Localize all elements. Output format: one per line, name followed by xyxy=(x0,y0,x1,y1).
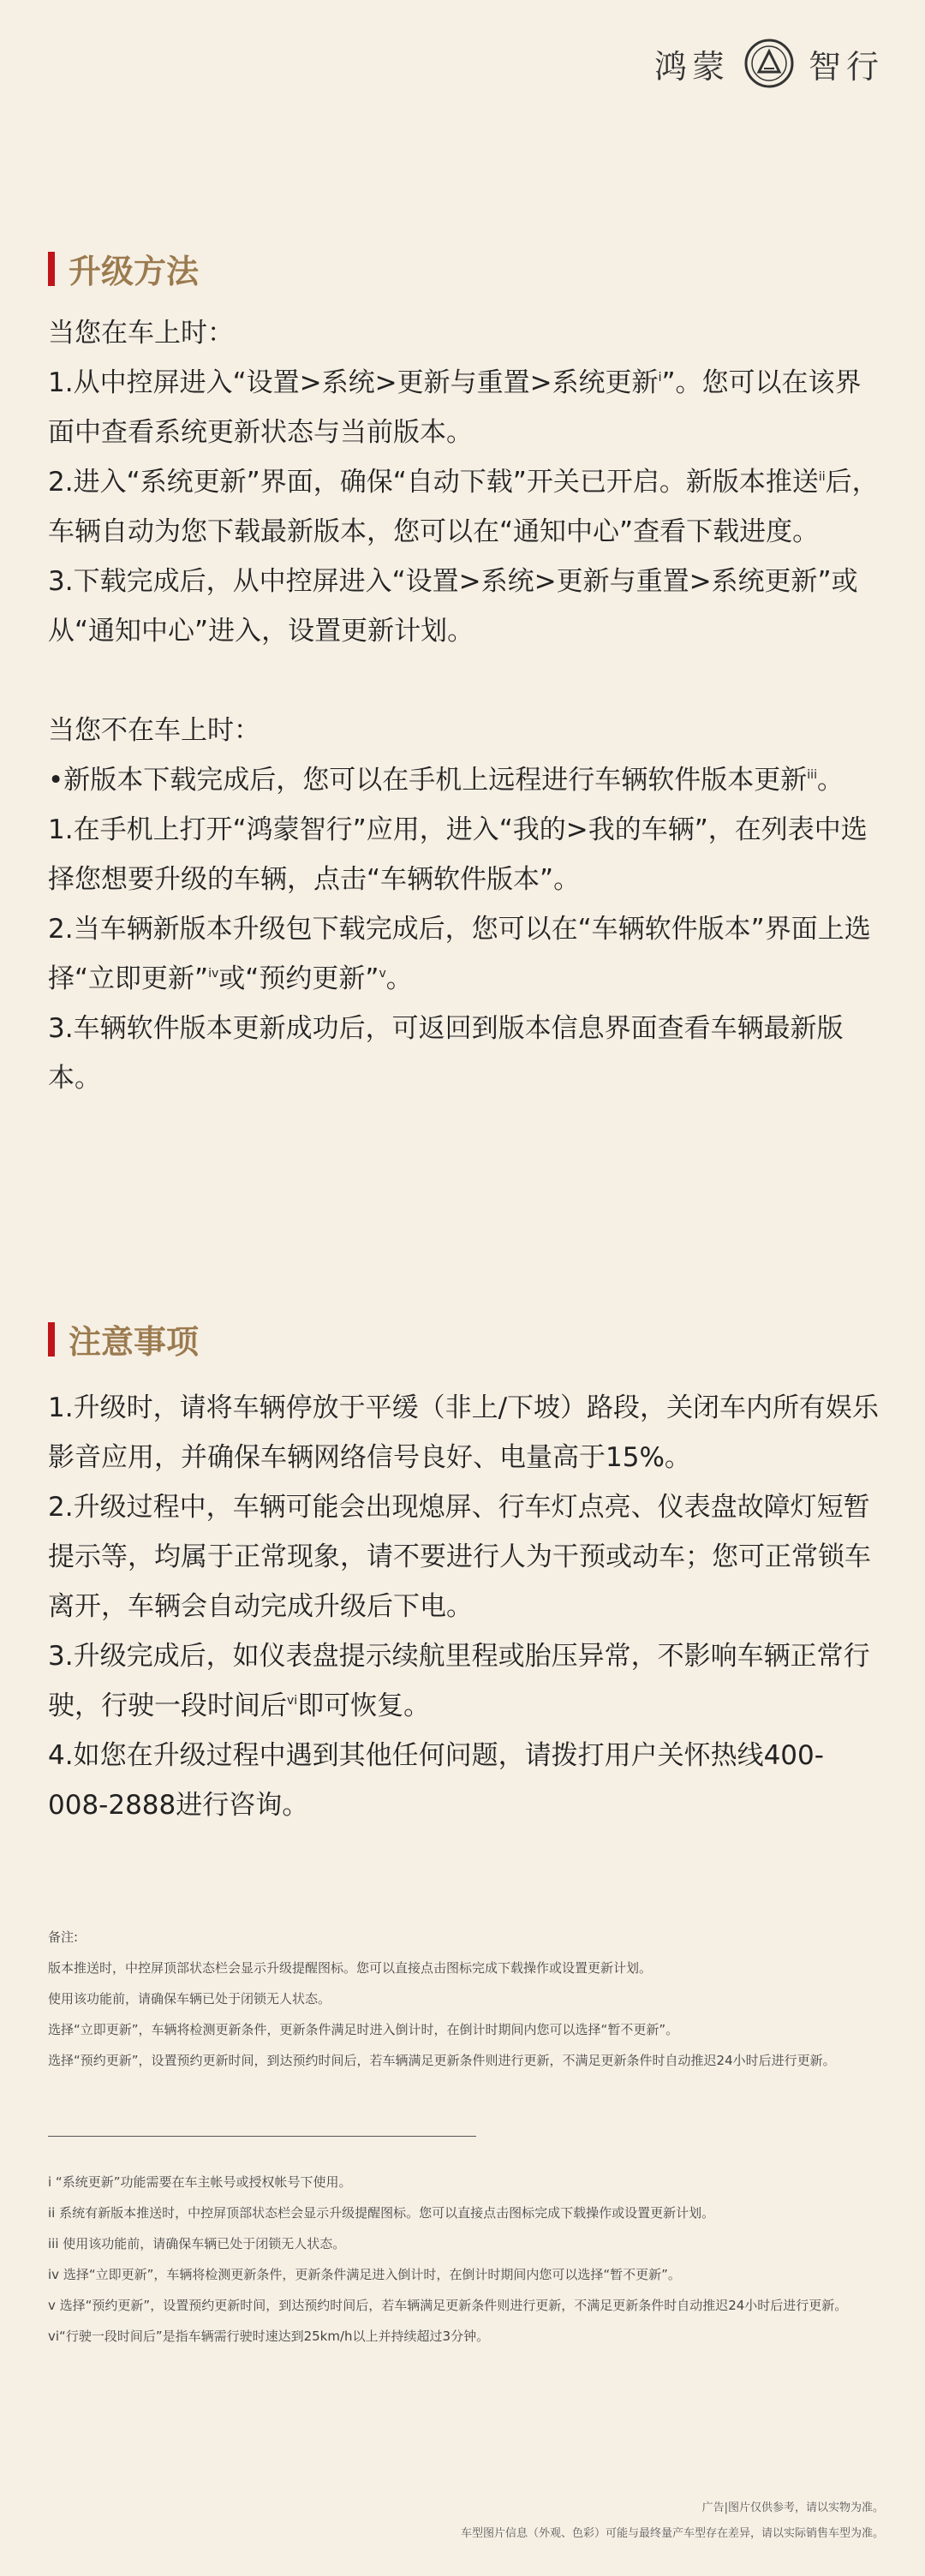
footnote-ref: iii xyxy=(807,768,817,782)
footnote-ref: iv xyxy=(208,967,219,981)
step-tail: ”。您可以在该界面中查看系统更新状态与当前版本。 xyxy=(48,367,862,448)
footnotes-block xyxy=(48,2167,884,2352)
bullet-text: •新版本下载完成后，您可以在手机上远程进行车辆软件版本更新 xyxy=(48,765,808,796)
footnote-iv: iv 选择“立即更新”，车辆将检测更新条件，更新条件满足进入倒计时，在倒计时期间内您可以选择“暂不更新”。 xyxy=(48,2267,681,2282)
step-text: 2.当车辆新版本升级包下载完成后，您可以在“车辆软件版本”界面上选择“立即更新” xyxy=(48,914,871,994)
bullet-tail: 。 xyxy=(816,765,844,796)
footnote-ref: v xyxy=(379,967,386,981)
brand-name-left: 鸿蒙 xyxy=(653,47,730,86)
remarks-heading: 备注: xyxy=(48,1929,79,1945)
remark-line: 选择“预约更新”，设置预约更新时间，到达预约时间后，若车辆满足更新条件则进行更新，不满足更新条件时自动推迟24小时后进行更新。 xyxy=(48,2053,836,2068)
footnote-iii: iii 使用该功能前，请确保车辆已处于闭锁无人状态。 xyxy=(48,2236,346,2251)
step-text: 1.从中控屏进入“设置>系统>更新与重置>系统更新 xyxy=(48,367,659,398)
upgrade-method-body xyxy=(48,308,884,1103)
upgrade-title-text: 升级方法 xyxy=(69,253,200,290)
remote-step-1: 1.在手机上打开“鸿蒙智行”应用，进入“我的>我的车辆”，在列表中选择您想要升级的车辆，点击“车辆软件版本”。 xyxy=(48,814,868,895)
footnote-v: v 选择“预约更新”，设置预约更新时间，到达预约时间后，若车辆满足更新条件则进行更新，不满足更新条件时自动推迟24小时后进行更新。 xyxy=(48,2298,848,2313)
in-car-step-3: 3.下载完成后，从中控屏进入“设置>系统>更新与重置>系统更新”或从“通知中心”进入，设置更新计划。 xyxy=(48,566,858,647)
notice-body xyxy=(48,1383,884,1830)
disclaimer-line-1: 广告|图片仅供参考，请以实物为准。 xyxy=(701,2501,884,2514)
title-accent-bar xyxy=(48,1322,55,1357)
disclaimer-line-2: 车型图片信息（外观、色彩）可能与最终量产车型存在差异，请以实际销售车型为准。 xyxy=(460,2527,884,2540)
notice-title-text: 注意事项 xyxy=(69,1323,200,1361)
notice-item-2: 2.升级过程中，车辆可能会出现熄屏、行车灯点亮、仪表盘故障灯短暂提示等，均属于正常现象，请不要进行人为干预或动车；您可正常锁车离开，车辆会自动完成升级后下电。 xyxy=(48,1492,871,1622)
remote-bullet xyxy=(48,755,884,805)
in-car-heading: 当您在车上时： xyxy=(48,318,234,349)
remote-heading: 当您不在车上时： xyxy=(48,715,260,746)
notice-item-4: 4.如您在升级过程中遇到其他任何问题，请拨打用户关怀热线400-008-2888进行咨询。 xyxy=(48,1740,824,1821)
remote-step-3: 3.车辆软件版本更新成功后，可返回到版本信息界面查看车辆最新版本。 xyxy=(48,1013,844,1094)
item-tail: 即可恢复。 xyxy=(297,1690,431,1721)
footer-disclaimer xyxy=(461,2496,884,2547)
title-accent-bar xyxy=(48,252,55,286)
in-car-step-1 xyxy=(48,358,884,457)
notice-section-title xyxy=(48,1315,199,1363)
remark-line: 版本推送时，中控屏顶部状态栏会显示升级提醒图标。您可以直接点击图标完成下载操作或设置更新计划。 xyxy=(48,1960,653,1976)
step-text: 2.进入“系统更新”界面，确保“自动下载”开关已开启。新版本推送 xyxy=(48,467,819,498)
footnote-divider xyxy=(48,2136,476,2137)
remark-line: 使用该功能前，请确保车辆已处于闭锁无人状态。 xyxy=(48,1991,331,2007)
footnote-ref: ii xyxy=(818,470,826,484)
remark-line: 选择“立即更新”，车辆将检测更新条件，更新条件满足时进入倒计时，在倒计时期间内您可以选择“暂不更新”。 xyxy=(48,2022,679,2037)
hima-badge-icon xyxy=(743,38,795,89)
step-tail: 。 xyxy=(385,963,413,994)
in-car-step-2 xyxy=(48,457,884,557)
remote-step-2 xyxy=(48,904,884,1004)
step-tail: 后，车辆自动为您下载最新版本，您可以在“通知中心”查看下载进度。 xyxy=(48,467,879,547)
remarks-block xyxy=(48,1922,884,2076)
footnote-ref: vi xyxy=(287,1694,298,1708)
upgrade-section-title xyxy=(48,245,199,292)
notice-item-3 xyxy=(48,1631,884,1731)
item-text: 3.升级完成后，如仪表盘提示续航里程或胎压异常，不影响车辆正常行驶，行驶一段时间后 xyxy=(48,1641,870,1721)
footnote-ii: ii 系统有新版本推送时，中控屏顶部状态栏会显示升级提醒图标。您可以直接点击图标完成下载操作或设置更新计划。 xyxy=(48,2205,715,2221)
footnote-ref: i xyxy=(658,371,662,385)
notice-item-1: 1.升级时，请将车辆停放于平缓（非上/下坡）路段，关闭车内所有娱乐影音应用，并确保车辆网络信号良好、电量高于15%。 xyxy=(48,1392,880,1473)
footnote-i: i “系统更新”功能需要在车主帐号或授权帐号下使用。 xyxy=(48,2174,352,2190)
brand-header xyxy=(654,38,884,89)
step-text: 或“预约更新” xyxy=(218,963,379,994)
footnote-vi: vi“行驶一段时间后”是指车辆需行驶时速达到25km/h以上并持续超过3分钟。 xyxy=(48,2329,490,2344)
brand-name-right: 智行 xyxy=(808,47,884,86)
